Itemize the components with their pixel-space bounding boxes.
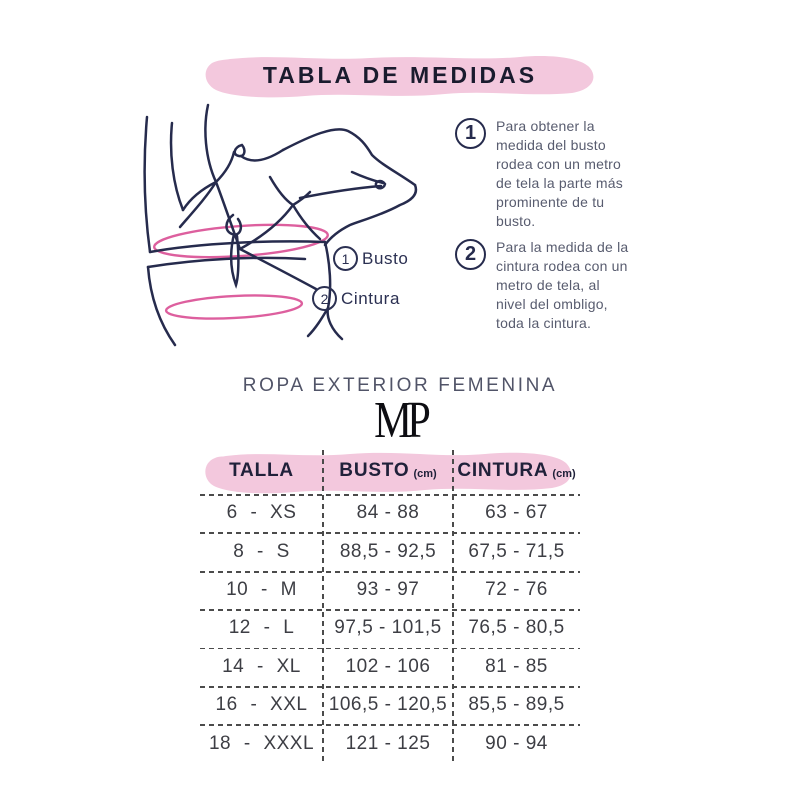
- header-busto-label: BUSTO: [339, 460, 410, 481]
- measurement-figure: [120, 103, 465, 358]
- table-row: [200, 609, 580, 647]
- instruction-step-2: [455, 238, 632, 333]
- waist-cell: 72 - 76: [485, 578, 548, 600]
- table-header-row: [200, 448, 580, 494]
- table-row: [200, 571, 580, 609]
- table-row: [200, 494, 580, 532]
- size-cell: 12 - L: [228, 617, 295, 639]
- bust-cell: 106,5 - 120,5: [328, 694, 448, 716]
- size-cell: 8 - S: [233, 540, 290, 562]
- size-cell: 16 - XXL: [215, 694, 308, 716]
- bust-cell: 88,5 - 92,5: [339, 540, 437, 562]
- size-cell: 6 - XS: [226, 502, 297, 524]
- instruction-step-1: [455, 117, 632, 231]
- waist-label: [312, 286, 400, 311]
- size-table: [200, 448, 580, 764]
- waist-cell: 81 - 85: [485, 655, 548, 677]
- bust-label-text: Busto: [362, 248, 409, 268]
- table-row: [200, 648, 580, 686]
- bust-number-badge: 1: [333, 246, 358, 271]
- waist-cell: 76,5 - 80,5: [468, 617, 565, 639]
- size-cell: 10 - M: [226, 578, 297, 600]
- header-cintura-unit: (cm): [552, 468, 576, 480]
- waist-cell: 85,5 - 89,5: [468, 694, 565, 716]
- header-talla: [200, 448, 323, 494]
- table-row: [200, 724, 580, 762]
- waist-number-badge: 2: [312, 286, 337, 311]
- step-2-text: Para la medida de la cintura rodea con un metro de tela, al nivel del ombligo, toda la cintura.: [496, 239, 629, 331]
- header-busto: [323, 448, 453, 494]
- bust-cell: 121 - 125: [345, 732, 431, 754]
- header-cintura: [453, 448, 580, 494]
- header-cintura-label: CINTURA: [457, 460, 549, 481]
- page-title: TABLA DE MEDIDAS: [262, 61, 538, 88]
- bust-label: [333, 246, 408, 271]
- torso-illustration: [120, 103, 465, 358]
- section-title: ROPA EXTERIOR FEMENINA: [242, 375, 558, 396]
- table-row: [200, 686, 580, 724]
- step-2-badge: 2: [455, 239, 486, 270]
- waist-cell: 63 - 67: [485, 502, 548, 524]
- brand-logo: MP: [374, 392, 426, 449]
- bust-cell: 97,5 - 101,5: [334, 617, 442, 639]
- title-banner: [200, 51, 600, 99]
- table-row: [200, 532, 580, 570]
- step-1-badge: 1: [455, 118, 486, 149]
- waist-measure-ellipse: [166, 292, 303, 321]
- bust-cell: 102 - 106: [345, 655, 431, 677]
- waist-cell: 67,5 - 71,5: [468, 540, 565, 562]
- size-cell: 14 - XL: [222, 655, 301, 677]
- bust-cell: 84 - 88: [356, 502, 420, 524]
- column-divider-1: [322, 450, 324, 762]
- step-1-text: Para obtener la medida del busto rodea con un metro de tela la parte más prominente de tu busto.: [496, 118, 623, 229]
- bust-cell: 93 - 97: [356, 578, 420, 600]
- column-divider-2: [452, 450, 454, 762]
- header-busto-unit: (cm): [413, 468, 437, 480]
- size-cell: 18 - XXXL: [208, 732, 315, 754]
- waist-cell: 90 - 94: [485, 732, 548, 754]
- waist-label-text: Cintura: [341, 288, 401, 308]
- header-talla-label: TALLA: [229, 460, 294, 481]
